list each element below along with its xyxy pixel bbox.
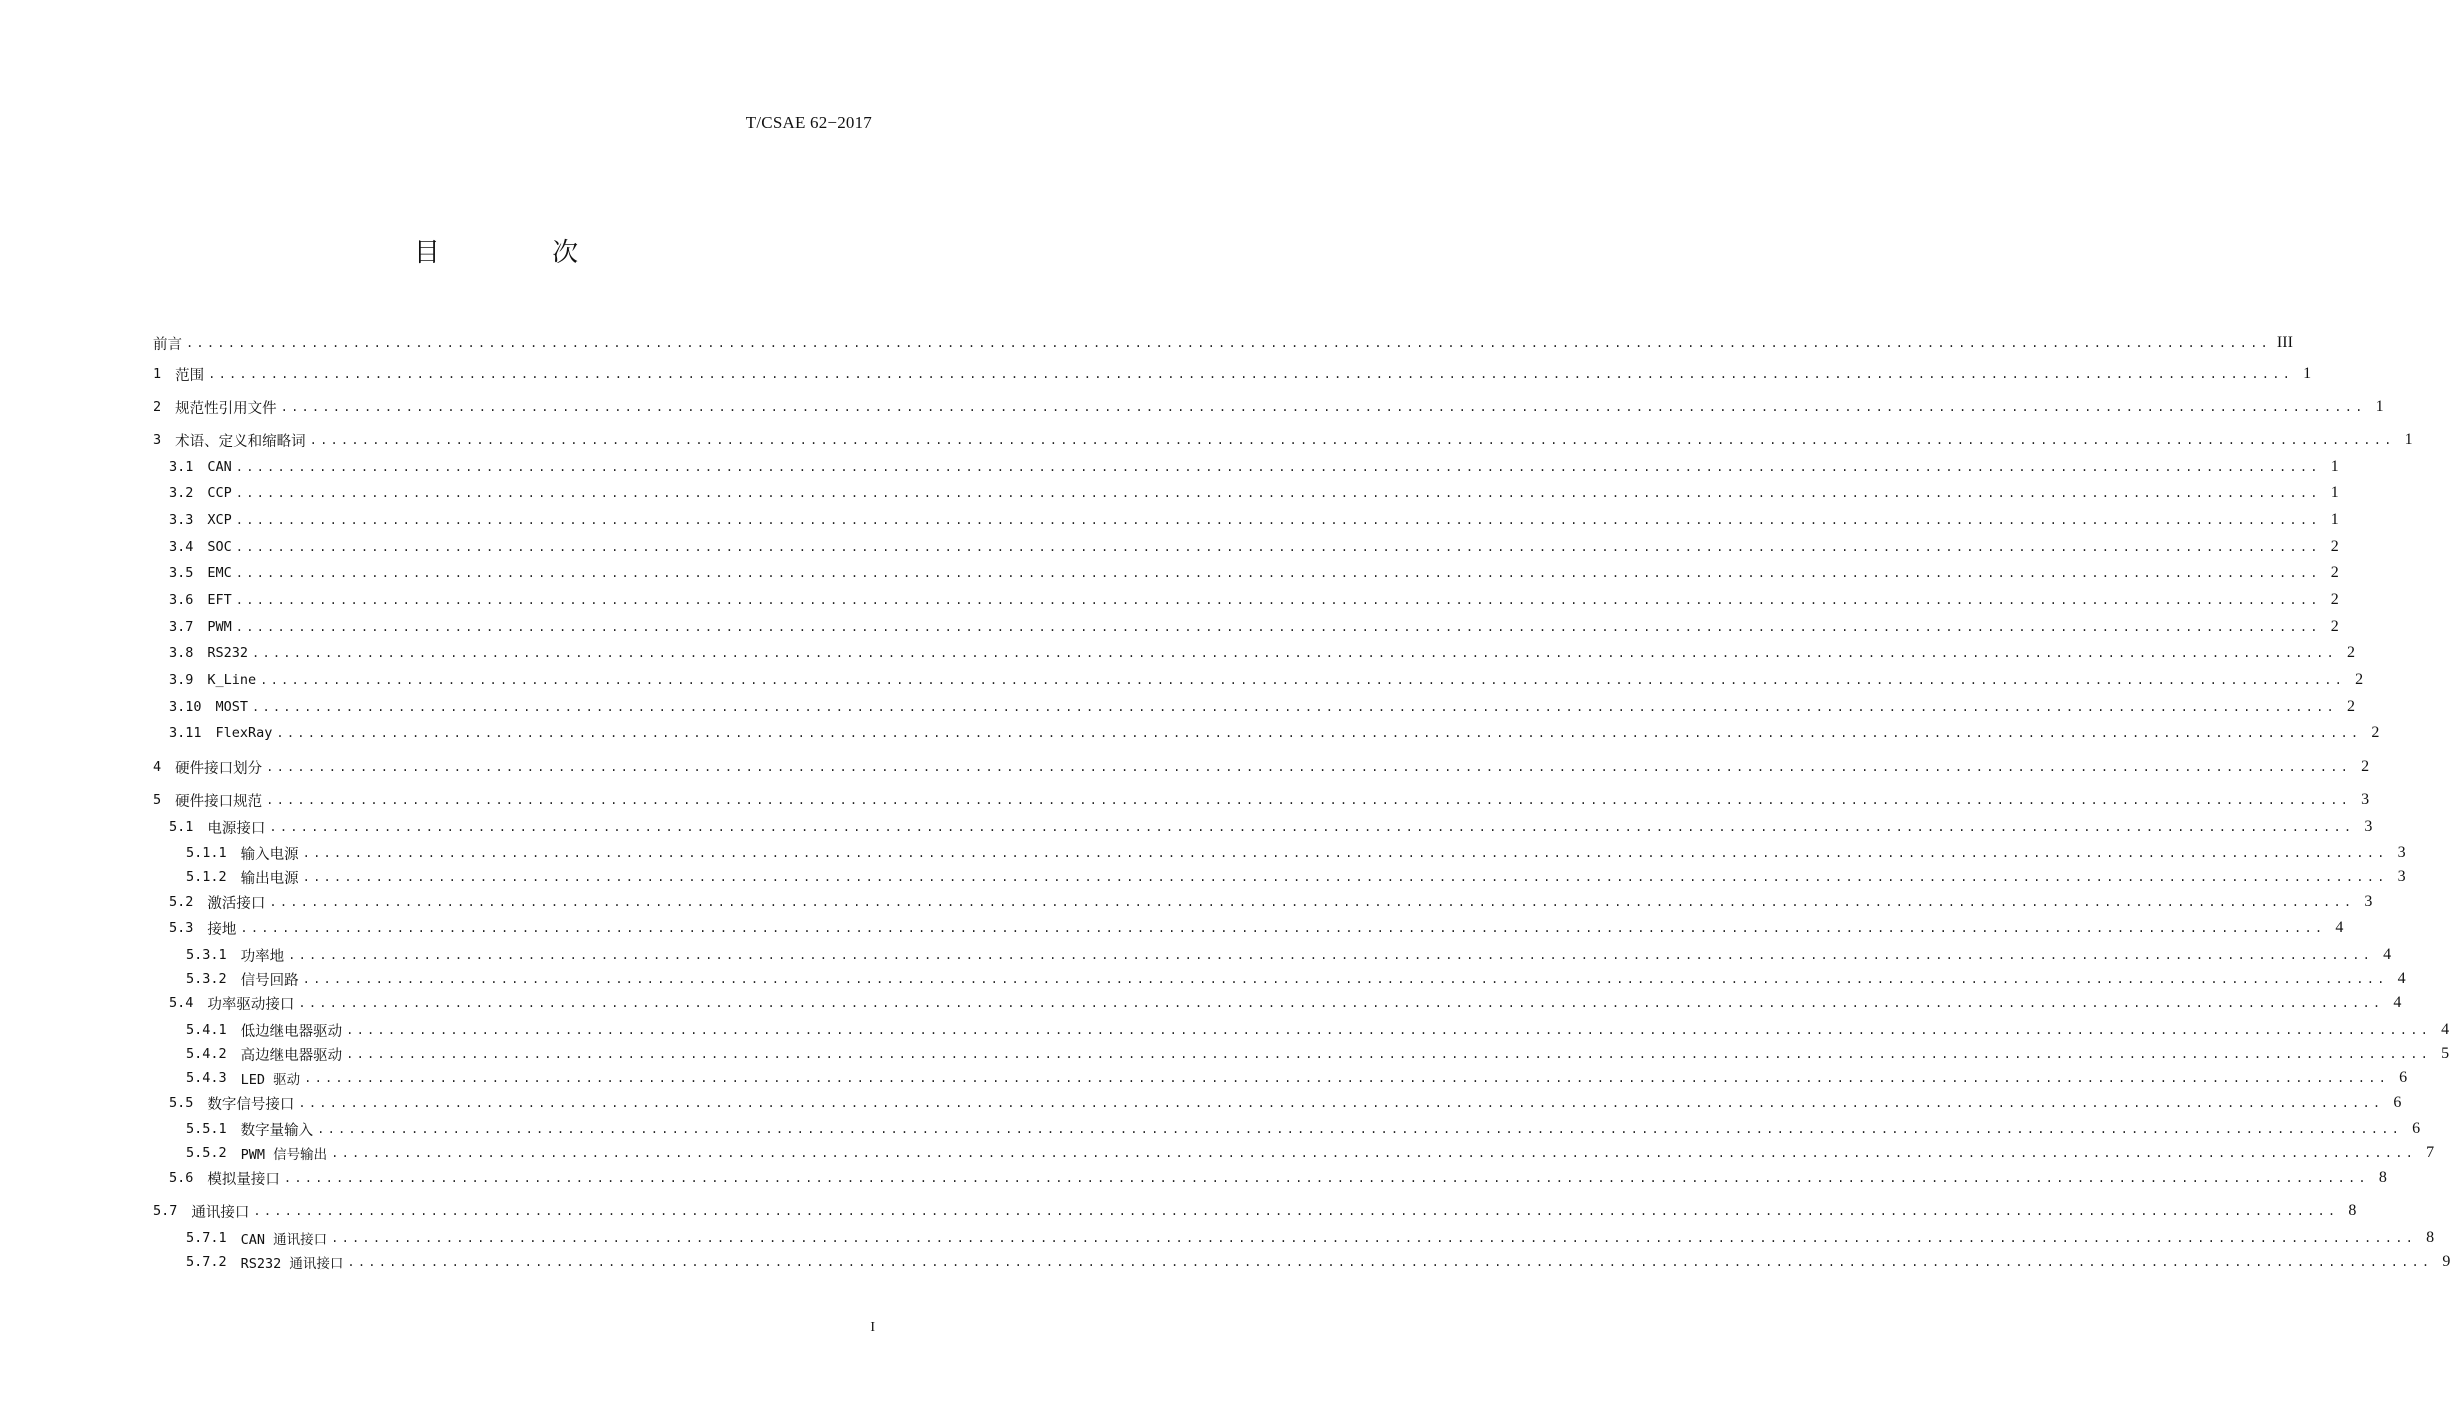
toc-entry-label: 硬件接口规范 <box>175 793 263 810</box>
dot-leader: ........................................................................................................................................................................................................ <box>309 433 2395 447</box>
dot-leader: ........................................................................................................................................................................................................ <box>269 895 2355 909</box>
toc-entry-number: 5.4.1 <box>186 1022 227 1038</box>
toc-entry-number: 3.2 <box>169 485 194 501</box>
toc-entry-number: 4 <box>153 759 162 775</box>
toc-entry-page: 1 <box>2330 511 2339 528</box>
toc-entry-label: 前言 <box>153 336 182 353</box>
toc-entry[interactable] <box>153 363 2312 385</box>
toc-entry-label: 激活接口 <box>207 895 266 912</box>
toc-entry[interactable] <box>169 722 2380 744</box>
dot-leader: ........................................................................................................................................................................................................ <box>186 336 2271 350</box>
toc-entry-number: 5.4.3 <box>186 1070 227 1086</box>
toc-entry-label: RS232 <box>207 645 249 661</box>
toc-entry-label: 数字量输入 <box>240 1122 314 1139</box>
toc-entry-page: 1 <box>2330 484 2339 501</box>
toc-entry[interactable] <box>186 1118 2421 1140</box>
toc-entry-page: 8 <box>2426 1229 2435 1246</box>
toc-entry-number: 5.7 <box>153 1203 178 1219</box>
toc-entry[interactable] <box>186 1043 2450 1065</box>
dot-leader: ........................................................................................................................................................................................................ <box>302 846 2388 860</box>
toc-entry-label: 模拟量接口 <box>207 1171 280 1188</box>
toc-entry-page: 4 <box>2393 994 2402 1011</box>
dot-leader: ........................................................................................................................................................................................................ <box>269 820 2355 834</box>
toc-entry-label: 术语、定义和缩略词 <box>175 433 306 450</box>
toc-entry-number: 3 <box>153 432 162 448</box>
toc-entry-label: 数字信号接口 <box>207 1096 295 1113</box>
toc-entry[interactable] <box>153 789 2370 811</box>
dot-leader: ........................................................................................................................................................................................................ <box>346 1023 2432 1037</box>
toc-entry-page: 2 <box>2346 644 2355 661</box>
toc-entry-label: CAN <box>207 459 232 475</box>
dot-leader: ........................................................................................................................................................................................................ <box>252 646 2337 660</box>
toc-entry-label: 输入电源 <box>240 846 299 863</box>
toc-entry-number: 5 <box>153 792 162 808</box>
toc-entry-page: 6 <box>2412 1120 2421 1137</box>
toc-entry[interactable] <box>186 944 2392 966</box>
toc-entry[interactable] <box>169 456 2339 478</box>
toc-entry-number: 5.5.2 <box>186 1145 227 1161</box>
toc-entry[interactable] <box>186 842 2406 864</box>
toc-entry-page: 1 <box>2330 458 2339 475</box>
toc-entry-page: 2 <box>2371 724 2380 741</box>
toc-entry-label: 输出电源 <box>240 870 299 887</box>
toc-entry-number: 5.3.1 <box>186 947 227 963</box>
toc-entry-page: 1 <box>2375 398 2384 415</box>
header-doc-code: T/CSAE 62−2017 <box>745 113 872 132</box>
toc-entry[interactable] <box>169 616 2339 638</box>
toc-entry-number: 5.4 <box>169 995 194 1011</box>
toc-entry-number: 3.10 <box>169 699 202 715</box>
toc-entry-label: 通讯接口 <box>191 1204 250 1221</box>
dot-leader: ........................................................................................................................................................................................................ <box>304 1071 2390 1085</box>
toc-entry[interactable] <box>186 1142 2435 1164</box>
toc-entry[interactable] <box>169 509 2339 531</box>
dot-leader: ........................................................................................................................................................................................................ <box>235 460 2321 474</box>
toc-entry[interactable] <box>169 589 2339 611</box>
toc-entry-page: 3 <box>2364 818 2373 835</box>
toc-entry-number: 3.8 <box>169 645 194 661</box>
toc-entry-label: 范围 <box>175 367 205 384</box>
toc-entry-label: RS232 通讯接口 <box>240 1256 344 1272</box>
toc-entry-number: 3.3 <box>169 512 194 528</box>
toc-entry-number: 3.4 <box>169 539 194 555</box>
toc-entry-label: XCP <box>207 512 232 528</box>
toc-entry[interactable] <box>169 562 2339 584</box>
toc-entry-number: 3.7 <box>169 619 194 635</box>
toc-entry-page: 8 <box>2378 1169 2387 1186</box>
toc-entry-page: 5 <box>2441 1045 2450 1062</box>
dot-leader: ........................................................................................................................................................................................................ <box>298 1096 2384 1110</box>
toc-entry-number: 5.7.1 <box>186 1230 227 1246</box>
dot-leader: ........................................................................................................................................................................................................ <box>235 513 2321 527</box>
toc-entry[interactable] <box>186 1251 2450 1273</box>
toc-entry-number: 5.2 <box>169 894 194 910</box>
dot-leader: ........................................................................................................................................................................................................ <box>252 700 2337 714</box>
dot-leader: ........................................................................................................................................................................................................ <box>240 921 2326 935</box>
toc-entry-number: 5.1.1 <box>186 845 227 861</box>
toc-entry-label: EMC <box>207 565 232 581</box>
dot-leader: ........................................................................................................................................................................................................ <box>347 1255 2433 1269</box>
toc-entry-label: 硬件接口划分 <box>175 760 263 777</box>
toc-entry[interactable] <box>169 482 2339 504</box>
toc-entry-number: 5.3.2 <box>186 971 227 987</box>
toc-entry-label: MOST <box>215 699 249 715</box>
toc-entry[interactable] <box>153 756 2370 778</box>
toc-entry-label: 低边继电器驱动 <box>240 1023 343 1040</box>
toc-entry-number: 5.5.1 <box>186 1121 227 1137</box>
toc-entry-page: 3 <box>2397 844 2406 861</box>
toc-entry[interactable] <box>153 1200 2357 1222</box>
toc-entry[interactable] <box>169 642 2355 664</box>
toc-entry[interactable] <box>153 429 2413 451</box>
toc-entry-number: 3.9 <box>169 672 194 688</box>
toc-entry[interactable] <box>186 866 2406 888</box>
dot-leader: ........................................................................................................................................................................................................ <box>266 760 2352 774</box>
toc-entry-page: 2 <box>2330 591 2339 608</box>
dot-leader: ........................................................................................................................................................................................................ <box>235 593 2321 607</box>
dot-leader: ........................................................................................................................................................................................................ <box>235 566 2321 580</box>
toc-entry-page: 1 <box>2404 431 2413 448</box>
toc-entry-number: 5.7.2 <box>186 1254 227 1270</box>
dot-leader: ........................................................................................................................................................................................................ <box>331 1146 2417 1160</box>
toc-entry-page: 8 <box>2348 1202 2357 1219</box>
toc-entry-label: 功率驱动接口 <box>207 996 295 1013</box>
toc-entry[interactable] <box>169 1167 2387 1189</box>
toc-entry-label: 功率地 <box>240 948 285 965</box>
toc-entry-label: PWM 信号输出 <box>240 1147 328 1163</box>
dot-leader: ........................................................................................................................................................................................................ <box>346 1047 2432 1061</box>
dot-leader: ........................................................................................................................................................................................................ <box>260 673 2346 687</box>
toc-entry-number: 1 <box>153 366 162 382</box>
toc-entry-number: 5.4.2 <box>186 1046 227 1062</box>
toc-entry[interactable] <box>186 1019 2450 1041</box>
toc-entry[interactable] <box>169 992 2402 1014</box>
toc-entry[interactable] <box>153 332 2293 354</box>
toc-entry-label: SOC <box>207 539 232 555</box>
toc-entry-page: 4 <box>2335 919 2344 936</box>
toc-entry-label: EFT <box>207 592 232 608</box>
toc-entry-number: 3.11 <box>169 725 202 741</box>
page-title: 目 次 <box>413 238 631 268</box>
toc-entry[interactable] <box>169 669 2364 691</box>
toc-entry-page: 4 <box>2383 946 2392 963</box>
dot-leader: ........................................................................................................................................................................................................ <box>235 620 2321 634</box>
toc-entry-label: 规范性引用文件 <box>175 400 277 417</box>
dot-leader: ........................................................................................................................................................................................................ <box>253 1204 2339 1218</box>
toc-entry-page: 2 <box>2346 698 2355 715</box>
toc-entry-page: 2 <box>2361 758 2370 775</box>
toc-entry-label: K_Line <box>207 672 257 688</box>
toc-entry-label: 高边继电器驱动 <box>240 1047 343 1064</box>
dot-leader: ........................................................................................................................................................................................................ <box>288 948 2374 962</box>
toc-entry-label: 接地 <box>207 921 237 938</box>
dot-leader: ........................................................................................................................................................................................................ <box>302 870 2388 884</box>
dot-leader: ........................................................................................................................................................................................................ <box>298 996 2384 1010</box>
dot-leader: ........................................................................................................................................................................................................ <box>317 1122 2403 1136</box>
toc-entry-label: CCP <box>207 485 232 501</box>
toc-entry-label: LED 驱动 <box>240 1072 301 1088</box>
toc-entry-page: 2 <box>2330 564 2339 581</box>
toc-entry[interactable] <box>169 696 2355 718</box>
toc-entry[interactable] <box>169 1092 2402 1114</box>
toc-entry-label: CAN 通讯接口 <box>240 1232 328 1248</box>
toc-entry-page: 7 <box>2426 1144 2435 1161</box>
toc-entry-page: 1 <box>2303 365 2312 382</box>
toc-entry-page: 2 <box>2330 538 2339 555</box>
toc-entry-page: III <box>2276 334 2293 351</box>
dot-leader: ........................................................................................................................................................................................................ <box>331 1231 2417 1245</box>
dot-leader: ........................................................................................................................................................................................................ <box>302 972 2388 986</box>
toc-entry-label: PWM <box>207 619 232 635</box>
toc-entry-number: 2 <box>153 399 162 415</box>
toc-entry-page: 6 <box>2399 1069 2408 1086</box>
toc-entry-number: 5.3 <box>169 920 194 936</box>
footer-page-number: I <box>870 1320 875 1335</box>
toc-entry-number: 5.1.2 <box>186 869 227 885</box>
toc-entry-page: 3 <box>2361 791 2370 808</box>
toc-entry[interactable] <box>169 536 2339 558</box>
dot-leader: ........................................................................................................................................................................................................ <box>283 1171 2369 1185</box>
toc-entry[interactable] <box>153 396 2384 418</box>
toc-entry-label: 电源接口 <box>207 820 266 837</box>
toc-entry-page: 9 <box>2442 1253 2450 1270</box>
toc-entry-page: 6 <box>2393 1094 2402 1111</box>
toc-entry[interactable] <box>186 968 2406 990</box>
dot-leader: ........................................................................................................................................................................................................ <box>280 400 2366 414</box>
toc-entry-number: 3.5 <box>169 565 194 581</box>
toc-entry-label: 信号回路 <box>240 972 299 989</box>
toc-entry-number: 5.6 <box>169 1170 194 1186</box>
toc-entry-page: 4 <box>2397 970 2406 987</box>
toc-entry[interactable] <box>169 891 2373 913</box>
toc-entry[interactable] <box>186 1067 2408 1089</box>
toc-entry[interactable] <box>169 917 2344 939</box>
toc-entry[interactable] <box>186 1227 2435 1249</box>
toc-entry-number: 5.5 <box>169 1095 194 1111</box>
toc-entry-number: 5.1 <box>169 819 194 835</box>
toc-entry-page: 2 <box>2355 671 2364 688</box>
toc-entry-page: 3 <box>2397 868 2406 885</box>
dot-leader: ........................................................................................................................................................................................................ <box>235 486 2321 500</box>
toc-entry[interactable] <box>169 816 2373 838</box>
toc-entry-page: 3 <box>2364 893 2373 910</box>
toc-entry-label: FlexRay <box>215 725 273 741</box>
dot-leader: ........................................................................................................................................................................................................ <box>208 367 2294 381</box>
toc-entry-page: 4 <box>2441 1021 2450 1038</box>
toc-entry-number: 3.6 <box>169 592 194 608</box>
dot-leader: ........................................................................................................................................................................................................ <box>235 540 2321 554</box>
toc-entry-page: 2 <box>2330 618 2339 635</box>
toc-entry-number: 3.1 <box>169 459 194 475</box>
dot-leader: ........................................................................................................................................................................................................ <box>266 793 2352 807</box>
dot-leader: ........................................................................................................................................................................................................ <box>276 726 2362 740</box>
